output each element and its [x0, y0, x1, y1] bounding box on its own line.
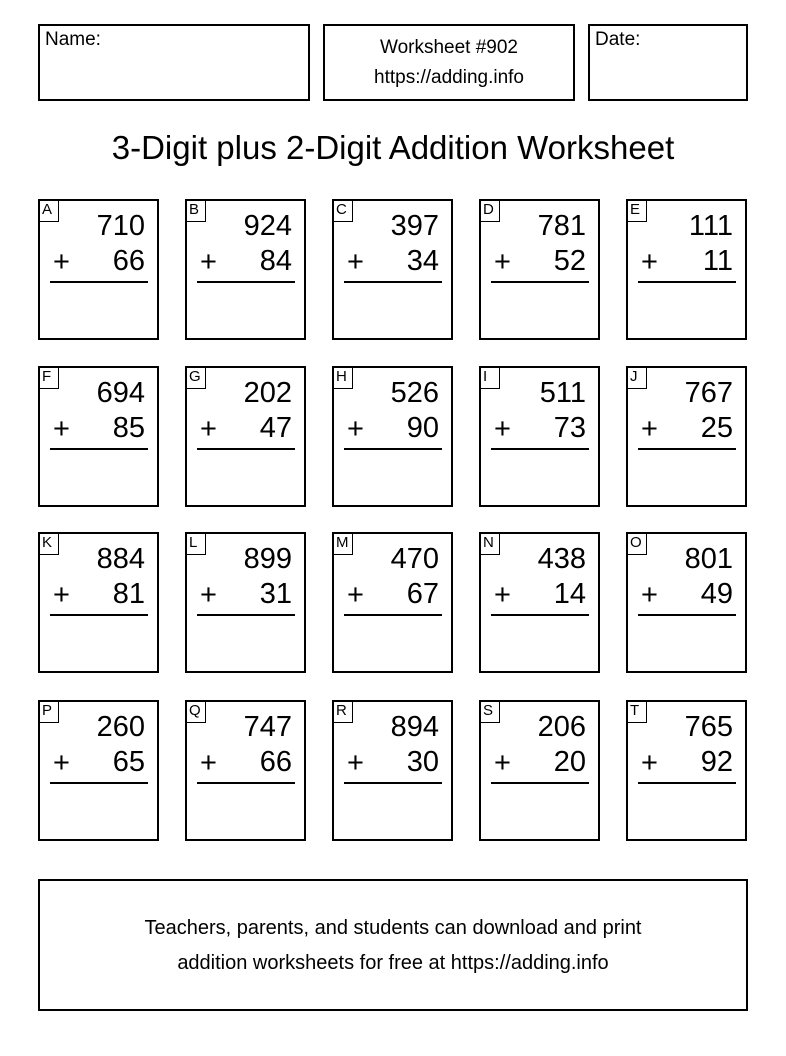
answer-line [50, 782, 148, 784]
date-box [588, 24, 748, 101]
plus-sign: + [347, 413, 364, 445]
plus-sign: + [53, 413, 70, 445]
plus-sign: + [494, 413, 511, 445]
addend-top: 397 [390, 210, 439, 242]
addend-bottom: 49 [700, 578, 733, 610]
addend-bottom: 31 [259, 578, 292, 610]
problem-f [38, 366, 159, 507]
addend-top: 747 [243, 711, 292, 743]
problem-j [626, 366, 747, 507]
addend-top: 801 [684, 543, 733, 575]
answer-line [638, 448, 736, 450]
problem-letter: E [626, 199, 647, 222]
plus-sign: + [53, 579, 70, 611]
problem-t [626, 700, 747, 841]
answer-line [344, 281, 442, 283]
plus-sign: + [200, 747, 217, 779]
addend-bottom: 14 [553, 578, 586, 610]
plus-sign: + [200, 246, 217, 278]
plus-sign: + [494, 747, 511, 779]
problem-letter: J [626, 366, 647, 389]
problem-q [185, 700, 306, 841]
problem-d [479, 199, 600, 340]
problem-l [185, 532, 306, 673]
problem-p [38, 700, 159, 841]
problem-letter: M [332, 532, 353, 555]
problem-r [332, 700, 453, 841]
problem-letter: L [185, 532, 206, 555]
addend-bottom: 92 [700, 746, 733, 778]
answer-line [491, 782, 589, 784]
page-title: 3-Digit plus 2-Digit Addition Worksheet [111, 129, 675, 166]
problem-letter: Q [185, 700, 206, 723]
addend-bottom: 34 [406, 245, 439, 277]
answer-line [344, 448, 442, 450]
answer-line [491, 281, 589, 283]
answer-line [491, 614, 589, 616]
problem-m [332, 532, 453, 673]
problem-letter: N [479, 532, 500, 555]
problem-a [38, 199, 159, 340]
addend-bottom: 85 [112, 412, 145, 444]
problem-letter: P [38, 700, 59, 723]
addend-bottom: 66 [259, 746, 292, 778]
name-box [38, 24, 310, 101]
addend-bottom: 67 [406, 578, 439, 610]
addend-bottom: 66 [112, 245, 145, 277]
addend-top: 260 [96, 711, 145, 743]
worksheet-info-box [323, 24, 575, 101]
plus-sign: + [200, 579, 217, 611]
addend-bottom: 11 [702, 245, 733, 277]
answer-line [344, 782, 442, 784]
problem-n [479, 532, 600, 673]
addend-bottom: 47 [259, 412, 292, 444]
answer-line [491, 448, 589, 450]
problem-letter: T [626, 700, 647, 723]
problem-letter: I [479, 366, 500, 389]
addend-bottom: 20 [553, 746, 586, 778]
answer-line [50, 448, 148, 450]
addend-top: 438 [537, 543, 586, 575]
problem-i [479, 366, 600, 507]
addend-top: 470 [390, 543, 439, 575]
addend-top: 924 [243, 210, 292, 242]
addend-top: 111 [688, 210, 733, 242]
addend-top: 781 [537, 210, 586, 242]
addend-top: 767 [684, 377, 733, 409]
problem-letter: A [38, 199, 59, 222]
addend-bottom: 30 [406, 746, 439, 778]
plus-sign: + [200, 413, 217, 445]
answer-line [638, 281, 736, 283]
problem-e [626, 199, 747, 340]
answer-line [197, 281, 295, 283]
problem-b [185, 199, 306, 340]
addend-top: 526 [390, 377, 439, 409]
addend-bottom: 73 [553, 412, 586, 444]
addend-top: 899 [243, 543, 292, 575]
plus-sign: + [347, 246, 364, 278]
plus-sign: + [641, 747, 658, 779]
problem-o [626, 532, 747, 673]
addend-top: 202 [243, 377, 292, 409]
addend-top: 765 [684, 711, 733, 743]
answer-line [50, 614, 148, 616]
addend-bottom: 90 [406, 412, 439, 444]
problem-s [479, 700, 600, 841]
addend-bottom: 52 [553, 245, 586, 277]
plus-sign: + [53, 747, 70, 779]
answer-line [638, 782, 736, 784]
addend-top: 694 [96, 377, 145, 409]
addend-bottom: 65 [112, 746, 145, 778]
footer-line-1: Teachers, parents, and students can download and print [144, 917, 642, 939]
problem-letter: K [38, 532, 59, 555]
worksheet-number: Worksheet #902 [379, 37, 518, 58]
problem-k [38, 532, 159, 673]
answer-line [197, 782, 295, 784]
plus-sign: + [641, 413, 658, 445]
answer-line [344, 614, 442, 616]
addend-bottom: 81 [112, 578, 145, 610]
problem-g [185, 366, 306, 507]
problem-letter: H [332, 366, 353, 389]
addend-top: 894 [390, 711, 439, 743]
answer-line [197, 448, 295, 450]
problem-letter: B [185, 199, 206, 222]
answer-line [197, 614, 295, 616]
plus-sign: + [494, 246, 511, 278]
problem-letter: F [38, 366, 59, 389]
footer-box [38, 879, 748, 1011]
plus-sign: + [347, 579, 364, 611]
problem-letter: R [332, 700, 353, 723]
problem-letter: G [185, 366, 206, 389]
problem-letter: S [479, 700, 500, 723]
worksheet-url: https://adding.info [374, 67, 524, 88]
plus-sign: + [53, 246, 70, 278]
plus-sign: + [347, 747, 364, 779]
addend-top: 511 [539, 377, 586, 409]
problem-c [332, 199, 453, 340]
addend-bottom: 25 [700, 412, 733, 444]
problem-letter: O [626, 532, 647, 555]
addend-bottom: 84 [259, 245, 292, 277]
plus-sign: + [641, 579, 658, 611]
addend-top: 710 [96, 210, 145, 242]
problem-letter: C [332, 199, 353, 222]
plus-sign: + [641, 246, 658, 278]
plus-sign: + [494, 579, 511, 611]
answer-line [50, 281, 148, 283]
answer-line [638, 614, 736, 616]
footer-line-2: addition worksheets for free at https://adding.info [177, 952, 609, 974]
addend-top: 884 [96, 543, 145, 575]
date-label: Date: [595, 29, 641, 50]
addend-top: 206 [537, 711, 586, 743]
name-label: Name: [45, 29, 101, 50]
problem-letter: D [479, 199, 500, 222]
problem-h [332, 366, 453, 507]
